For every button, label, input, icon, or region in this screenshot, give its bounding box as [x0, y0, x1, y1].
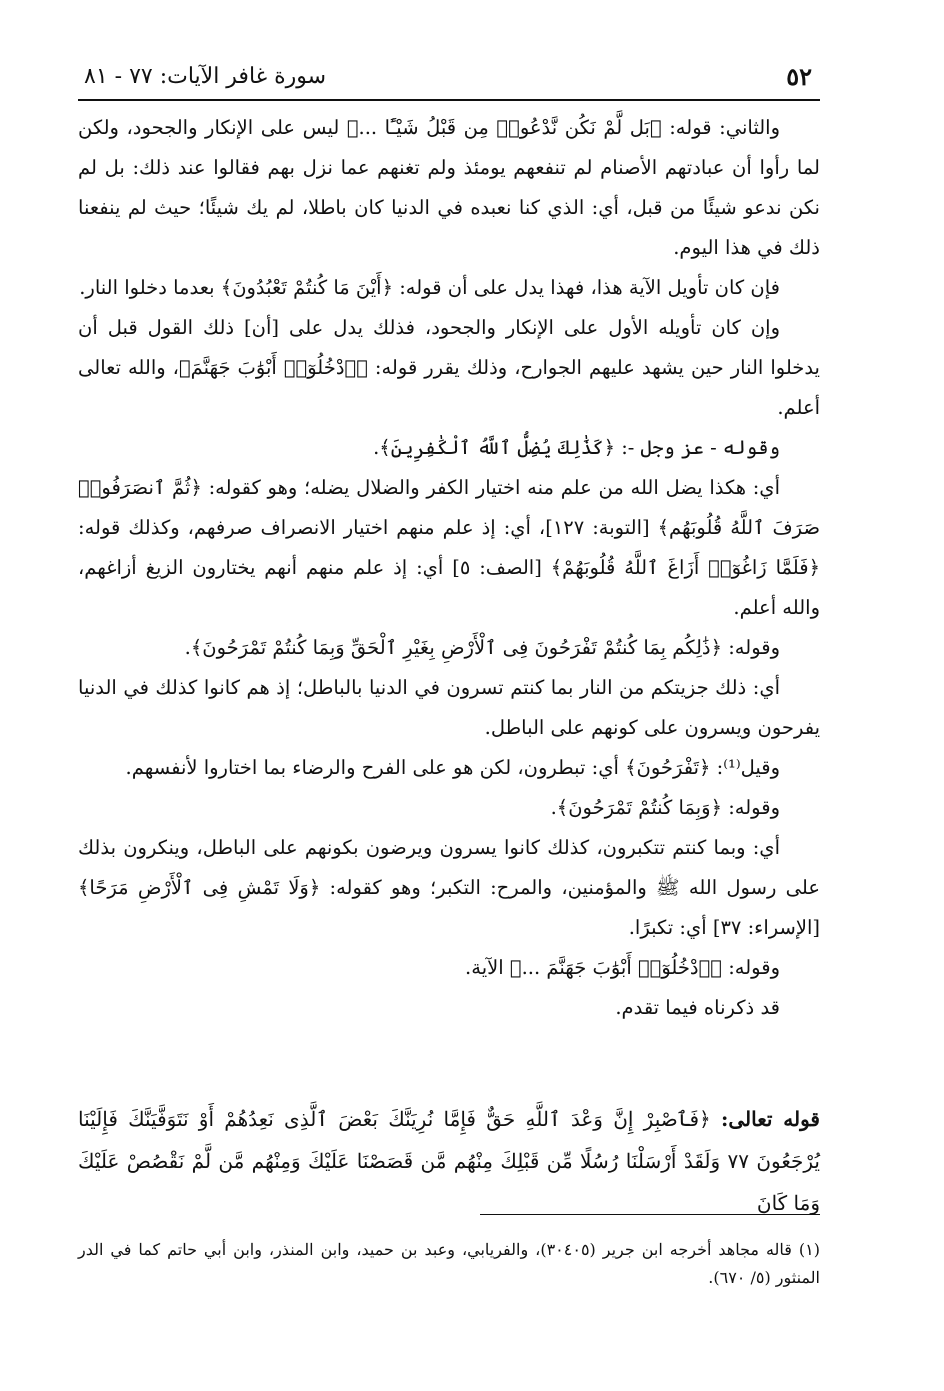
- paragraph: وقوله: ﴿وَبِمَا كُنتُمْ تَمْرَحُونَ﴾.: [550, 796, 780, 819]
- footnote: (١) قاله مجاهد أخرجه ابن جرير (٣٠٤٠٥)، والفريابي، وعبد بن حميد، وابن المنذر، وابن أبي حاتم كما في الدر المنثور (٥/ ٦٧٠).: [78, 1240, 821, 1287]
- page-number: ٥٢: [786, 62, 812, 91]
- paragraph: قد ذكرناه فيما تقدم.: [615, 996, 780, 1019]
- paragraph: فإن كان تأويل الآية هذا، فهذا يدل على أن قوله: ﴿أَيْنَ مَا كُنتُمْ تَعْبُدُونَ﴾ بعدما دخلوا النار.: [79, 276, 780, 299]
- quran-verse-block: [78, 1098, 820, 1224]
- paragraph: والثاني: قوله: ﴿بَل لَّمْ نَكُن نَّدْعُوا۟ مِن قَبْلُ شَيْـًٔا ...﴾ ليس على الإنكار والجحود، ولكن لما رأوا أن عبادتهم الأصنام لم تنفعهم يومئذ ولم تغنهم عما نزل بهم فقالوا عند ذلك: بل لم نكن ندعو شيئًا من قبل، أي: الذي كنا نعبده في الدنيا كان باطلا، لم يك شيئًا؛ حيث لم ينفعنا ذلك في هذا اليوم.: [78, 116, 820, 259]
- paragraph: وقوله: ﴿ذَٰلِكُم بِمَا كُنتُمْ تَفْرَحُونَ فِى ٱلْأَرْضِ بِغَيْرِ ٱلْحَقِّ وَبِمَا كُنتُمْ تَمْرَحُونَ﴾.: [184, 636, 780, 659]
- page-header: [78, 60, 818, 96]
- paragraph: أي: هكذا يضل الله من علم منه اختيار الكفر والضلال يضله؛ وهو كقوله: ﴿ثُمَّ ٱنصَرَفُوا۟ صَرَفَ ٱللَّهُ قُلُوبَهُم﴾ [التوبة: ١٢٧]، أي: إذ علم منهم اختيار الانصراف صرفهم، وكذلك قوله: ﴿فَلَمَّا زَاغُوٓا۟ أَزَاغَ ٱللَّهُ قُلُوبَهُمْ﴾ [الصف: ٥] أي: إذ علم منهم أنهم يختارون الزيغ أزاغهم، والله أعلم.: [78, 476, 820, 619]
- running-title: سورة غافر الآيات: ٧٧ - ٨١: [84, 64, 327, 89]
- paragraph: وقوله: ﴿ٱدْخُلُوٓا۟ أَبْوَٰبَ جَهَنَّمَ ...﴾ الآية.: [465, 956, 780, 979]
- paragraph: أي: ذلك جزيتكم من النار بما كنتم تسرون في الدنيا بالباطل؛ إذ هم كانوا كذلك في الدنيا يفرحون ويسرون على كونهم على الباطل.: [78, 676, 820, 739]
- paragraph: أي: وبما كنتم تتكبرون، كذلك كانوا يسرون ويرضون بكونهم على الباطل، وينكرون بذلك على رسول الله ﷺ والمؤمنين، والمرح: التكبر؛ وهو كقوله: ﴿وَلَا تَمْشِ فِى ٱلْأَرْضِ مَرَحًا﴾ [الإسراء: ٣٧] أي: تكبرًا.: [78, 836, 820, 939]
- paragraph: وقيل⁽¹⁾: ﴿تَفْرَحُونَ﴾ أي: تبطرون، لكن هو على الفرح والرضاء بما اختاروا لأنفسهم.: [125, 756, 780, 779]
- verse-text: ﴿فَٱصْبِرْ إِنَّ وَعْدَ ٱللَّهِ حَقٌّ فَإِمَّا نُرِيَنَّكَ بَعْضَ ٱلَّذِى نَعِدُهُمْ أَوْ نَتَوَفَّيَنَّكَ فَإِلَيْنَا يُرْجَعُونَ ٧٧ وَلَقَدْ أَرْسَلْنَا رُسُلًا مِّن قَبْلِكَ مِنْهُم مَّن قَصَصْنَا عَلَيْكَ وَمِنْهُم مَّن لَّمْ نَقْصُصْ عَلَيْكَ وَمَا كَانَ: [78, 1107, 820, 1215]
- paragraph: وإن كان تأويله الأول على الإنكار والجحود، فذلك يدل على [أن] ذلك القول قبل أن يدخلوا النار حين يشهد عليهم الجوارح، وذلك يقرر قوله: ﴿ٱدْخُلُوٓا۟ أَبْوَٰبَ جَهَنَّمَ﴾، والله تعالى أعلم.: [78, 316, 820, 419]
- commentary-body: [78, 108, 820, 1028]
- footnote-rule: [480, 1214, 820, 1215]
- paragraph: وقوله - عز وجل -: ﴿كَذَٰلِكَ يُضِلُّ ٱللَّهُ ٱلْكَٰفِرِينَ﴾.: [373, 436, 780, 459]
- header-rule: [78, 99, 820, 101]
- verse-lead: قوله تعالى:: [720, 1107, 820, 1131]
